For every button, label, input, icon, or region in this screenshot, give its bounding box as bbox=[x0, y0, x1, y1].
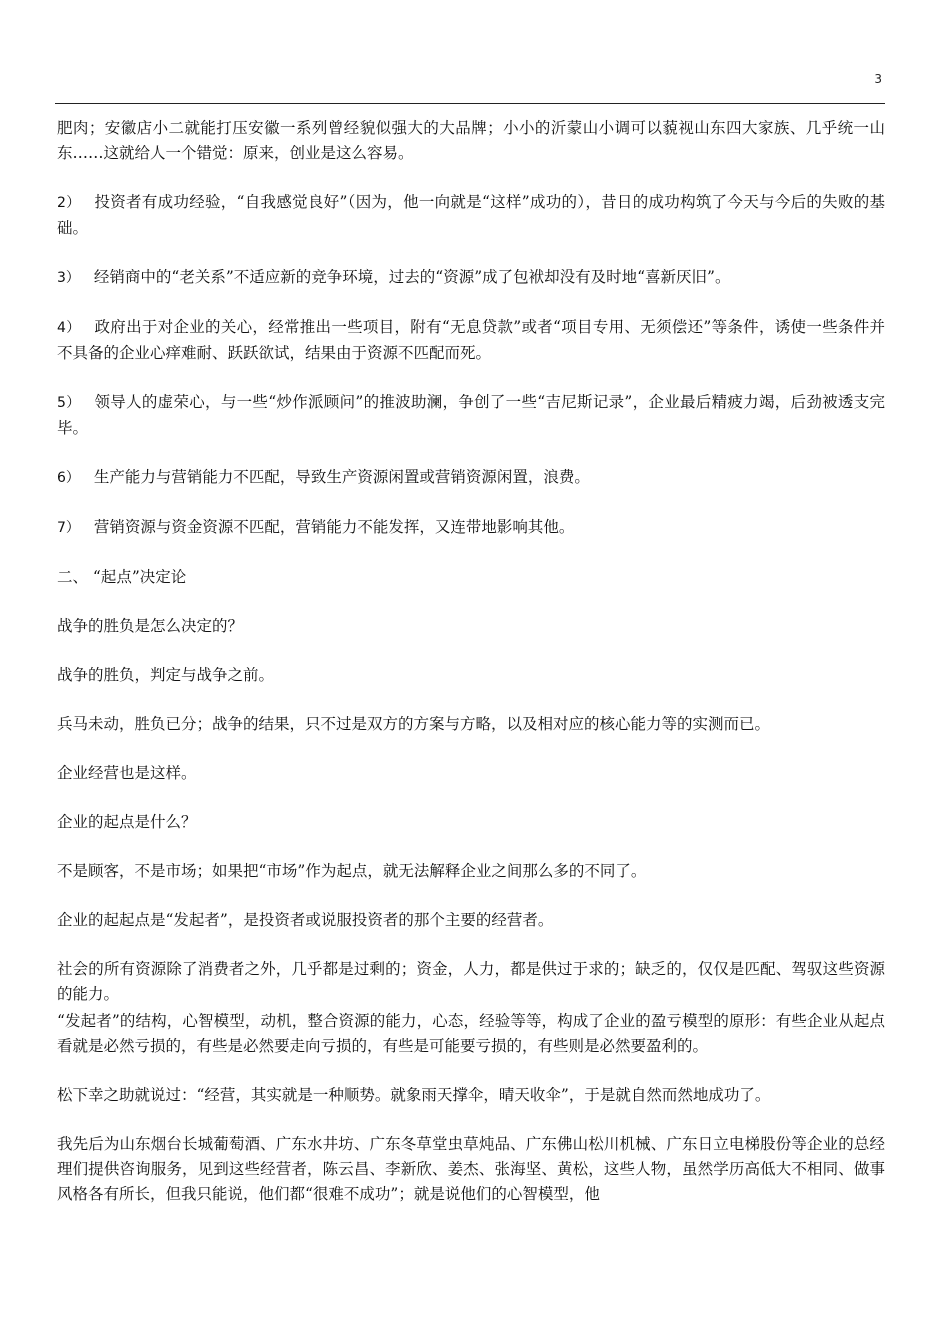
header-rule bbox=[55, 103, 885, 104]
list-text: 领导人的虚荣心，与一些“炒作派顾问”的推波助澜，争创了一些“吉尼斯记录”，企业最后精疲力竭，后劲被透支完毕。 bbox=[57, 393, 885, 437]
paragraph-text: 松下幸之助就说过：“经营，其实就是一种顺势。就象雨天撑伞，晴天收伞”，于是就自然而然地成功了。 bbox=[57, 1086, 771, 1104]
paragraph-text: 不是顾客，不是市场；如果把“市场”作为起点，就无法解释企业之间那么多的不同了。 bbox=[57, 862, 647, 880]
section-heading-text: 二、 “起点”决定论 bbox=[57, 568, 187, 586]
paragraph-text: 企业的起点是什么？ bbox=[57, 813, 197, 831]
list-item-2 bbox=[57, 190, 885, 241]
paragraph-text: 兵马未动，胜负已分；战争的结果，只不过是双方的方案与方略，以及相对应的核心能力等的实测而已。 bbox=[57, 715, 771, 733]
paragraph bbox=[57, 859, 885, 884]
paragraph bbox=[57, 712, 885, 737]
paragraph-text: 战争的胜负，判定与战争之前。 bbox=[57, 666, 275, 684]
list-number: 4） bbox=[57, 320, 81, 336]
paragraph-text: 企业的起起点是“发起者”，是投资者或说服投资者的那个主要的经营者。 bbox=[57, 911, 554, 929]
list-item-3 bbox=[57, 265, 885, 291]
paragraph-text: “发起者”的结构，心智模型，动机，整合资源的能力，心态，经验等等，构成了企业的盈亏模型的原形：有些企业从起点看就是必然亏损的，有些是必然要走向亏损的，有些是可能要亏损的，有些则是必然要盈利的。 bbox=[57, 1012, 885, 1055]
list-text: 投资者有成功经验，“自我感觉良好”（因为，他一向就是“这样”成功的），昔日的成功构筑了今天与今后的失败的基础。 bbox=[57, 193, 885, 237]
list-text: 政府出于对企业的关心，经常推出一些项目，附有“无息贷款”或者“项目专用、无须偿还”等条件，诱使一些条件并不具备的企业心痒难耐、跃跃欲试，结果由于资源不匹配而死。 bbox=[57, 318, 885, 362]
paragraph-text: 肥肉；安徽店小二就能打压安徽一系列曾经貌似强大的大品牌；小小的沂蒙山小调可以藐视山东四大家族、几乎统一山东……这就给人一个错觉：原来，创业是这么容易。 bbox=[57, 119, 885, 162]
paragraph bbox=[57, 1009, 885, 1059]
list-number: 5） bbox=[57, 395, 81, 411]
list-number: 2） bbox=[57, 195, 81, 211]
list-item-5 bbox=[57, 390, 885, 441]
page-number: 3 bbox=[874, 72, 882, 86]
paragraph bbox=[57, 614, 885, 639]
list-number: 7） bbox=[57, 520, 80, 536]
list-item-6 bbox=[57, 465, 885, 491]
paragraph-text: 我先后为山东烟台长城葡萄酒、广东水井坊、广东冬草堂虫草炖品、广东佛山松川机械、广东日立电梯股份等企业的总经理们提供咨询服务，见到这些经营者，陈云昌、李新欣、姜杰、张海坚、黄松，这些人物，虽然学历高低大不相同、做事风格各有所长，但我只能说，他们都“很难不成功”；就是说他们的心智模型，他 bbox=[57, 1135, 885, 1203]
list-number: 6） bbox=[57, 470, 80, 486]
list-text: 营销资源与资金资源不匹配，营销能力不能发挥，又连带地影响其他。 bbox=[93, 518, 575, 536]
paragraph-text: 企业经营也是这样。 bbox=[57, 764, 197, 782]
list-item-4 bbox=[57, 315, 885, 366]
paragraph bbox=[57, 908, 885, 933]
list-item-7 bbox=[57, 515, 885, 541]
paragraph bbox=[57, 1083, 885, 1108]
paragraph bbox=[57, 761, 885, 786]
paragraph bbox=[57, 663, 885, 688]
list-text: 生产能力与营销能力不匹配，导致生产资源闲置或营销资源闲置，浪费。 bbox=[93, 468, 590, 486]
document-body bbox=[57, 116, 885, 1231]
list-text: 经销商中的“老关系”不适应新的竞争环境，过去的“资源”成了包袱却没有及时地“喜新厌旧”。 bbox=[93, 268, 731, 286]
paragraph-continuation bbox=[57, 116, 885, 166]
paragraph bbox=[57, 957, 885, 1007]
paragraph-text: 战争的胜负是怎么决定的？ bbox=[57, 617, 244, 635]
paragraph-text: 社会的所有资源除了消费者之外，几乎都是过剩的；资金，人力，都是供过于求的；缺乏的，仅仅是匹配、驾驭这些资源的能力。 bbox=[57, 960, 885, 1003]
section-heading bbox=[57, 565, 885, 590]
list-number: 3） bbox=[57, 270, 80, 286]
paragraph bbox=[57, 1132, 885, 1207]
paragraph bbox=[57, 810, 885, 835]
